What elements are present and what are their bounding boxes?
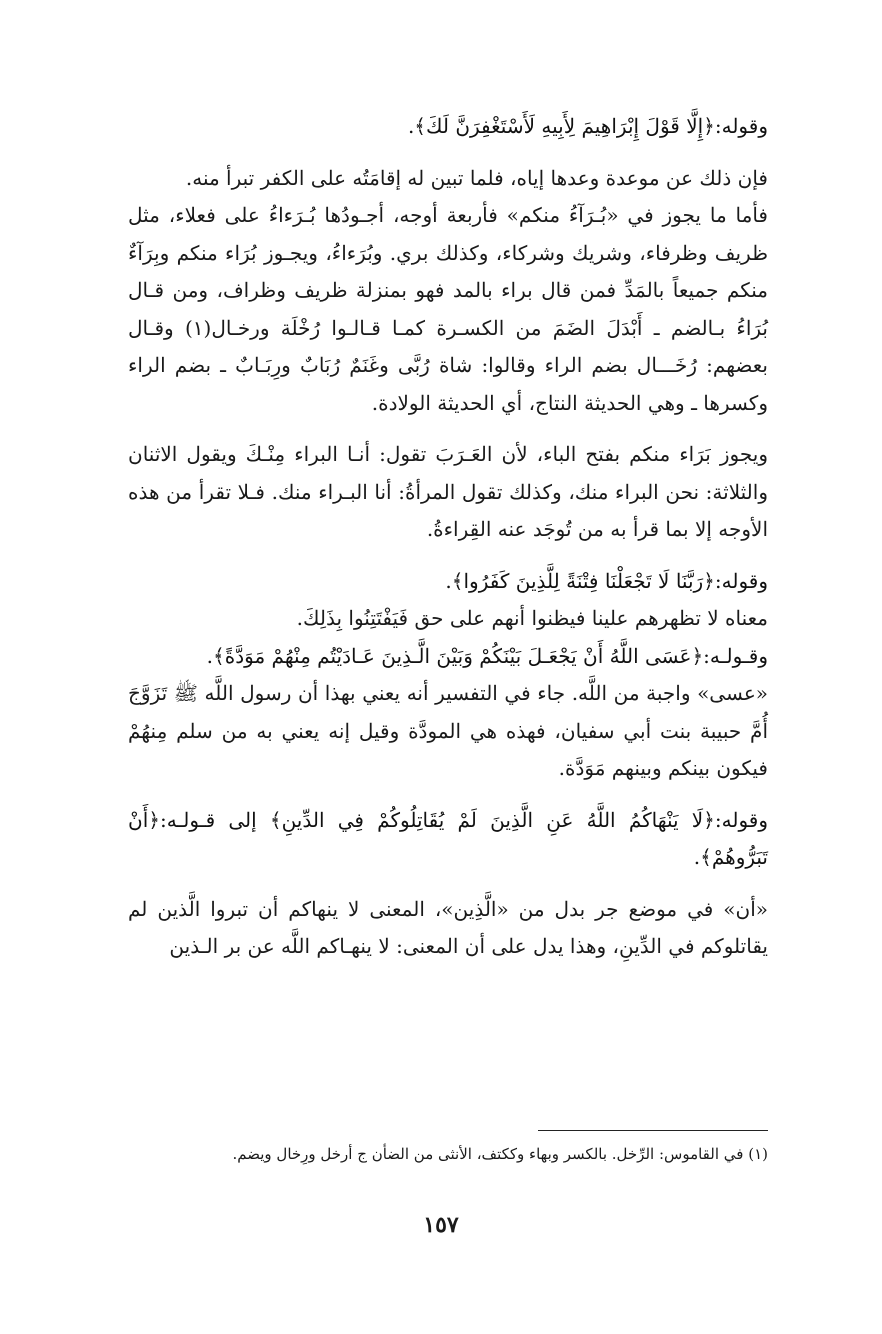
paragraph-verse-ibrahim: وقوله:﴿إِلَّا قَوْلَ إِبْرَاهِيمَ لِأَبِيهِ لَأَسْتَغْفِرَنَّ لَكَ﴾.	[407, 114, 768, 138]
footnote-divider	[538, 1130, 768, 1131]
paragraph-verse-la-yanhakum: وقوله:﴿لَا يَنْهَاكُمُ اللَّهُ عَنِ الَّذِينَ لَمْ يُقَاتِلُوكُمْ فِي الدِّينِ﴾ إلى قـولـه:﴿أَنْ تَبَرُّوهُمْ﴾.	[128, 807, 768, 869]
paragraph-bura-forms: فأما ما يجوز في «بُـرَآءُ منكم» فأربعة أوجه، أجـودُها بُـرَءاءُ على فعلاء، مثل ظريف وظرفاء، وشريك وشركاء، وكذلك بري. وبُرَءاءُ، ويجـوز بُرَاء منكم وبِرَآءٌ منكم جميعاً بالمَدِّ فمن قال براء بالمد فهو بمنزلة ظريف وظراف، ومن قـال بُرَاءُ بـالضم ـ أَبْدَلَ الضَمَ من الكسـرة كمـا قـالـوا رُخْلَة ورخـال(١) وقـال بعضهم: رُخَـــال بضم الراء وقالوا: شاة رُبَّى وغَنَمٌ رُبَابٌ ورِبَـابٌ ـ بضم الراء وكسرها ـ وهي الحديثة النتاج، أي الحديثة الولادة.	[128, 203, 768, 415]
paragraph-verse-mawadda: وقـولـه:﴿عَسَى اللَّهُ أَنْ يَجْعَـلَ بَيْنَكُمْ وَبَيْنَ الَّـذِينَ عَـادَيْتُم مِنْهُمْ مَوَدَّةً﴾.	[206, 643, 768, 668]
paragraph-bara-fatha: ويجوز بَرَاء منكم بفتح الباء، لأن العَـرَبَ تقول: أنـا البراء مِنْـكَ ويقول الاثنان والثلاثة: نحن البراء منك، وكذلك تقول المرأةُ: أنا البـراء منك. فـلا تقرأ من هذه الأوجه إلا بما قرأ به من تُوجَد عنه القِراءةُ.	[128, 442, 768, 541]
main-text	[128, 108, 768, 966]
paragraph-explanation: فإن ذلك عن موعدة وعدها إياه، فلما تبين له إقامَتُه على الكفر تبرأ منه.	[185, 165, 768, 190]
paragraph-fitna-meaning: معناه لا تظهرهم علينا فيظنوا أنهم على حق فَيَفْتَتِنُوا بِذَلِكَ.	[296, 606, 768, 630]
page-number: ١٥٧	[423, 1212, 459, 1238]
paragraph-asa-meaning: «عسى» واجبة من اللَّه. جاء في التفسير أنه يعني بهذا أن رسول اللَّه ﷺ تَزَوَّجَ أُمَّ حبيبة بنت أبي سفيان، فهذه هي المودَّة وقيل إنه يعني به من سلم مِنهُمْ فيكون بينكم وبينهم مَوَدَّة.	[128, 681, 768, 780]
paragraph-verse-fitna: وقوله:﴿رَبَّنَا لَا تَجْعَلْنَا فِتْنَةً لِلَّذِينَ كَفَرُوا﴾.	[445, 568, 768, 593]
footnote: (١) في القاموس: الرِّخل. بالكسر وبهاء وككتف، الأنثى من الضأن ج أرخل ورِخال ويضم.	[232, 1145, 768, 1163]
paragraph-an-grammar: «أن» في موضع جر بدل من «الَّذِين»، المعنى لا ينهاكم أن تبروا الَّذين لم يقاتلوكم في الدِّينِ، وهذا يدل على أن المعنى: لا ينهـاكم اللَّه عن بر الـذين	[128, 896, 768, 958]
